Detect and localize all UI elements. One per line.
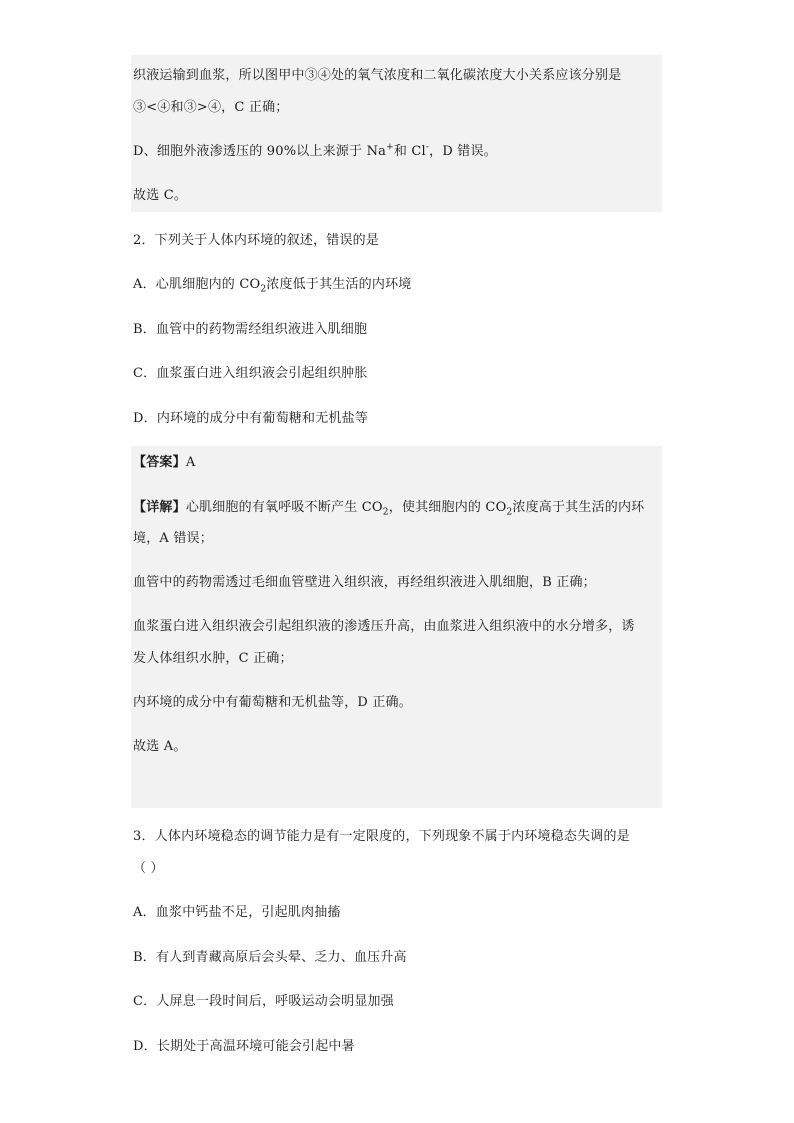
prev-explanation-option-d [133,142,661,162]
question-3-option-a: A．血浆中钙盐不足，引起肌肉抽搐 [133,905,341,920]
detail-label: 【详解】 [133,500,186,515]
question-3-option-b: B．有人到青藏高原后会头晕、乏力、血压升高 [133,950,407,965]
answer-value: A [185,455,196,470]
detail-a-text-1: 心肌细胞的有氧呼吸不断产生 CO [185,500,383,515]
question-3-option-d: D．长期处于高温环境可能会引起中暑 [133,1039,355,1054]
question-3-option-c: C．人屏息一段时间后，呼吸运动会明显加强 [133,994,394,1009]
option-a-text-1: A．心肌细胞内的 CO [133,277,261,292]
question-3-stem-line-1: 3．人体内环境稳态的调节能力是有一定限度的，下列现象不属于内环境稳态失调的是 [133,829,630,844]
prev-explanation-line-2: ③<④和③>④，C 正确； [133,100,289,115]
question-2-stem: 2．下列关于人体内环境的叙述，错误的是 [133,233,380,248]
prev-conclusion: 故选 C。 [133,188,188,203]
answer-label: 【答案】 [133,455,186,470]
question-2-option-c: C．血浆蛋白进入组织液会引起组织肿胀 [133,366,368,381]
prev-d-sup-2: - [425,142,430,153]
detail-a-text-3: 浓度高于其生活的内环 [512,500,645,515]
option-a-text-2: 浓度低于其生活的内环境 [266,277,412,292]
prev-d-text-3: ，D 错误。 [429,144,497,159]
question-2-detail-a-line-1 [133,498,661,518]
question-2-option-b: B．血管中的药物需经组织液进入肌细胞 [133,322,368,337]
question-2-detail-a-line-2: 境，A 错误； [133,531,213,546]
prev-d-sup-1: + [386,142,394,153]
detail-a-sub-2: 2 [506,507,513,518]
question-2-detail-c-line-2: 发人体组织水肿，C 正确； [133,651,293,666]
question-2-detail-d: 内环境的成分中有葡萄糖和无机盐等，D 正确。 [133,695,412,710]
question-2-detail-c-line-1: 血浆蛋白进入组织液会引起组织液的渗透压升高，由血浆进入组织液中的水分增多，诱 [133,619,635,634]
question-2-detail-b: 血管中的药物需透过毛细血管壁进入组织液，再经组织液进入肌细胞，B 正确； [133,575,596,590]
question-3-stem-line-2: （ ） [133,861,164,876]
question-2-option-d: D．内环境的成分中有葡萄糖和无机盐等 [133,411,369,426]
detail-a-sub-1: 2 [382,507,389,518]
question-2-answer [133,453,661,473]
prev-d-text-1: D、细胞外液渗透压的 90%以上来源于 Na [133,144,387,159]
question-2-conclusion: 故选 A。 [133,739,187,754]
prev-d-text-2: 和 Cl [393,144,426,159]
option-a-sub: 2 [260,284,267,295]
question-2-option-a [133,275,661,295]
detail-a-text-2: ，使其细胞内的 CO [388,500,507,515]
prev-explanation-line-1: 织液运输到血浆，所以图甲中③④处的氧气浓度和二氧化碳浓度大小关系应该分别是 [133,68,622,83]
